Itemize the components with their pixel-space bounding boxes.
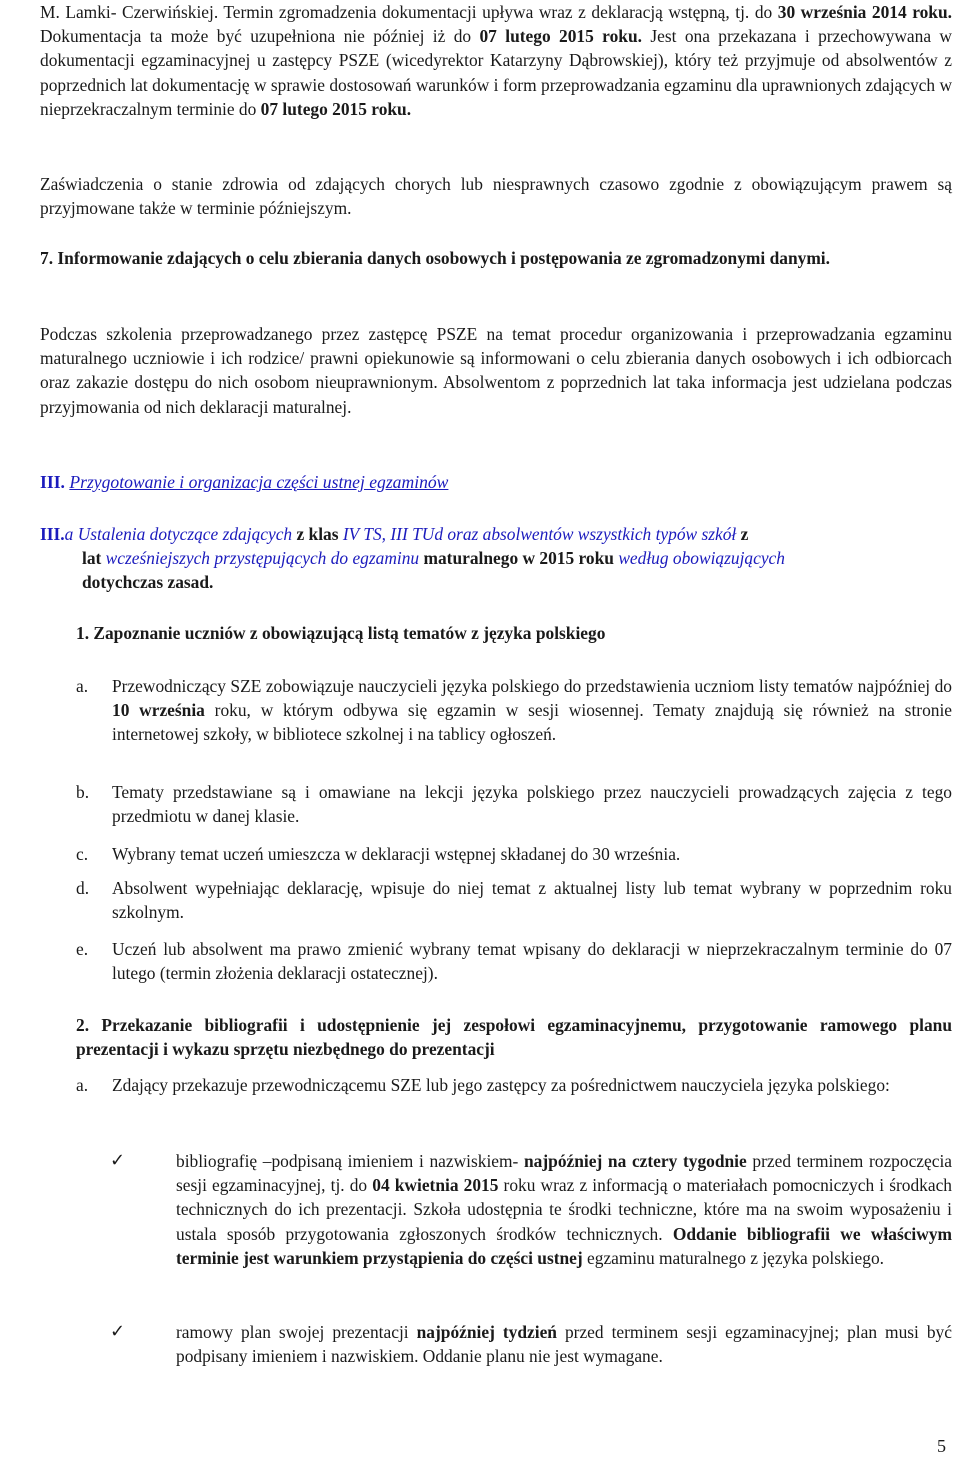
checklist-item-plan: ✓ ramowy plan swojej prezentacji najpóźniej tydzień przed terminem sesji egzaminacyjnej; plan musi być podpisany imieniem i nazwiskiem. Oddanie planu nie jest wymagane. bbox=[110, 1321, 952, 1367]
check-mark-icon: ✓ bbox=[110, 1150, 126, 1171]
section-3-heading: III. Przygotowanie i organizacja części ustnej egzaminów bbox=[40, 472, 449, 492]
list-item-1c: c. Wybrany temat uczeń umieszcza w deklaracji wstępnej składanej do 30 września. bbox=[76, 844, 681, 864]
certificates-paragraph: Zaświadczenia o stanie zdrowia od zdających chorych lub niesprawnych czasowo zgodnie z obowiązującym prawem są przyjmowane także w terminie późniejszym. bbox=[40, 174, 952, 219]
subheading-2: 2. Przekazanie bibliografii i udostępnienie jej zespołowi egzaminacyjnemu, przygotowanie ramowego planu prezentacji i wykazu sprzętu niezbędnego do prezentacji bbox=[76, 1015, 952, 1060]
checklist-item-bibliography: ✓ bibliografię –podpisaną imieniem i nazwiskiem- najpóźniej na cztery tygodnie przed terminem rozpoczęcia sesji egzaminacyjnej, tj. do 04 kwietnia 2015 roku wraz z informacją o materiałach pomocniczych i środkach technicznych do ich prezentacji. Szkoła udostępnia te środki techniczne, które ma na swoim wyposażeniu i ustala sposób przygotowania zgłoszonych środków technicznych. Oddanie bibliografii we właściwym terminie jest warunkiem przystąpienia do części ustnej egzaminu maturalnego z języka polskiego. bbox=[110, 1150, 953, 1268]
check-mark-icon: ✓ bbox=[110, 1321, 126, 1342]
section-3a-line2: lat wcześniejszych przystępujących do egzaminu maturalnego w 2015 roku według obowiązujących bbox=[82, 548, 785, 569]
list-item-1d: d. Absolwent wypełniając deklarację, wpisuje do niej temat z aktualnej listy lub temat wybrany w poprzednim roku szkolnym. bbox=[76, 878, 952, 923]
subheading-1: 1. Zapoznanie uczniów z obowiązującą listą tematów z języka polskiego bbox=[76, 623, 606, 643]
section-7 bbox=[40, 246, 952, 270]
intro-paragraph: M. Lamki- Czerwińskiej. Termin zgromadzenia dokumentacji upływa wraz z deklaracją wstępną, tj. do 30 września 2014 roku. Dokumentacja ta może być uzupełniona nie później iż do 07 lutego 2015 roku. Jest ona przekazana i przechowywana w dokumentacji egzaminacyjnej u zastępcy PSZE (wicedyrektor Katarzyny Dąbrowskiej), który też przyjmuje od absolwentów z poprzednich lat dokumentację w sprawie dostosowań warunków i form przeprowadzania egzaminu dla uprawnionych zdających w nieprzekraczalnym terminie do 07 lutego 2015 roku. bbox=[40, 2, 952, 119]
list-item-1b: b. Tematy przedstawiane są i omawiane na lekcji języka polskiego przez nauczycieli prowadzących zajęcia z tego przedmiotu w danej klasie. bbox=[76, 782, 952, 827]
list-item-2a: a. Zdający przekazuje przewodniczącemu SZE lub jego zastępcy za pośrednictwem nauczyciela języka polskiego: bbox=[76, 1075, 890, 1095]
section-7-heading: 7. Informowanie zdających o celu zbierania danych osobowych i postępowania ze zgromadzonymi danymi. bbox=[40, 248, 830, 268]
list-item-1a: a. Przewodniczący SZE zobowiązuje nauczycieli języka polskiego do przedstawienia uczniom listy tematów najpóźniej do 10 września roku, w którym odbywa się egzamin w sesji wiosennej. Tematy znajdują się również na stronie internetowej szkoły, w bibliotece szkolnej i na tablicy ogłoszeń. bbox=[76, 676, 953, 745]
section-3a-heading: III.a Ustalenia dotyczące zdających z klas IV TS, III TUd oraz absolwentów wszystkich typów szkół z lat wcześniejszych przystępujących do egzaminu maturalnego w 2015 roku według obowiązujących dotychczas zasad. bbox=[40, 522, 952, 595]
page-number: 5 bbox=[937, 1436, 946, 1456]
section-7-body: Podczas szkolenia przeprowadzanego przez zastępcę PSZE na temat procedur organizowania i przeprowadzania egzaminu maturalnego uczniowie i ich rodzice/ prawni opiekunowie są informowani o celu zbierania danych osobowych i ich odbiorcach oraz zakazie dostępu do nich osobom nieuprawnionym. Absolwentom z poprzednich lat taka informacja jest udzielana podczas przyjmowania od nich deklaracji maturalnej. bbox=[40, 324, 952, 417]
list-item-1e: e. Uczeń lub absolwent ma prawo zmienić wybrany temat wpisany do deklaracji w nieprzekraczalnym terminie do 07 lutego (termin złożenia deklaracji ostatecznej). bbox=[76, 939, 952, 984]
